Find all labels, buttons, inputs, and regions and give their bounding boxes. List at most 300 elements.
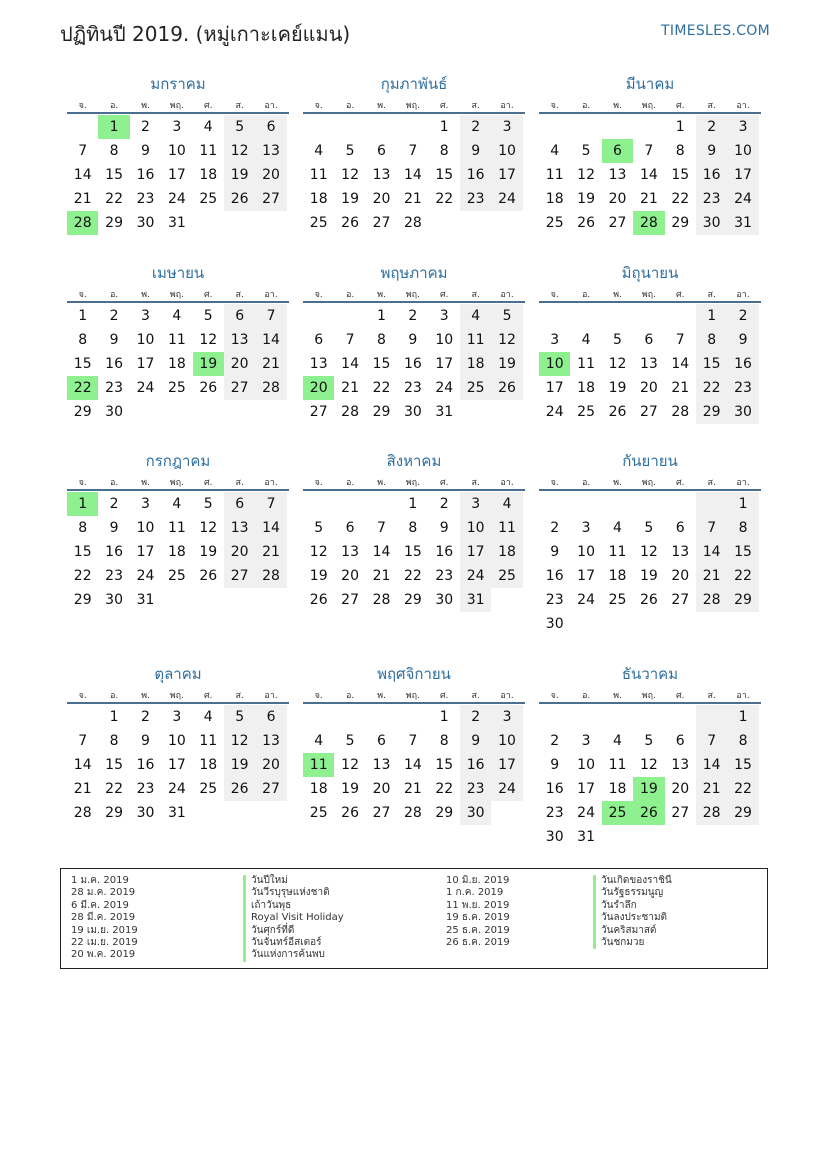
day-cell: 15: [73, 544, 92, 560]
day-cell: 10: [727, 139, 758, 163]
day-cell: 25: [167, 568, 186, 584]
legend-date: 19 เม.ย. 2019: [71, 924, 138, 936]
day-cell: 24: [491, 777, 522, 801]
legend-holiday-name: วันเกิดของราชินี: [593, 875, 672, 887]
weekday-label: พ.: [377, 691, 386, 701]
day-cell: 22: [435, 781, 454, 797]
day-cell: 2: [109, 308, 119, 324]
day-cell: 3: [581, 733, 591, 749]
empty-cell: [696, 705, 727, 729]
day-cell: 18: [577, 380, 595, 396]
weekday-label: อา.: [500, 691, 514, 701]
day-cell: 17: [577, 568, 595, 584]
day-cell: 8: [439, 143, 449, 159]
day-cell: 8: [109, 733, 119, 749]
legend-date: 28 มี.ค. 2019: [71, 912, 136, 924]
weekday-label: อา.: [264, 478, 278, 488]
day-cell: 11: [199, 143, 218, 159]
day-cell: 10: [136, 332, 155, 348]
month-block: [303, 261, 525, 424]
month-title: ตุลาคม: [154, 665, 202, 683]
empty-cell: [696, 825, 727, 849]
day-cell: 16: [545, 568, 564, 584]
day-cell: 12: [491, 328, 522, 352]
day-cell: 27: [608, 215, 627, 231]
day-cell: 10: [577, 757, 595, 773]
day-cell: 26: [491, 376, 522, 400]
day-cell: 15: [105, 757, 123, 773]
day-cell: 2: [696, 115, 727, 139]
day-cell: 6: [377, 733, 386, 749]
empty-cell: [696, 612, 727, 636]
weekday-label: พ.: [613, 691, 622, 701]
day-cell: 17: [435, 356, 454, 372]
holiday-day-cell: 1: [67, 492, 98, 516]
day-cell: 8: [78, 520, 88, 536]
day-cell: 31: [727, 211, 758, 235]
page-title: ปฏิทินปี 2019. (หมู่เกาะเคย์แมน): [60, 22, 351, 46]
weekday-label: จ.: [314, 478, 323, 488]
day-cell: 2: [439, 496, 449, 512]
weekday-label: จ.: [550, 290, 559, 300]
day-cell: 5: [581, 143, 591, 159]
day-cell: 7: [408, 143, 418, 159]
legend-holiday-name: วันรัฐธรรมนูญ: [593, 887, 672, 899]
day-cell: 15: [727, 753, 758, 777]
day-cell: 26: [341, 805, 359, 821]
day-cell: 17: [491, 163, 522, 187]
day-cell: 23: [435, 568, 454, 584]
day-cell: 17: [727, 163, 758, 187]
day-cell: 1: [675, 119, 685, 135]
day-cell: 17: [491, 753, 522, 777]
month-block: [67, 72, 289, 235]
day-cell: 15: [435, 167, 454, 183]
day-cell: 18: [167, 544, 186, 560]
day-cell: 25: [545, 215, 564, 231]
weekday-label: พฤ.: [169, 691, 184, 701]
day-cell: 12: [639, 757, 658, 773]
day-cell: 22: [671, 191, 690, 207]
day-cell: 15: [435, 757, 454, 773]
day-cell: 1: [439, 709, 449, 725]
day-cell: 11: [491, 516, 522, 540]
empty-cell: [334, 115, 365, 139]
day-cell: 21: [255, 352, 286, 376]
weekday-label: อ.: [345, 101, 355, 111]
day-cell: 13: [671, 757, 690, 773]
legend-date: 28 ม.ค. 2019: [71, 887, 136, 899]
day-cell: 8: [675, 143, 685, 159]
day-cell: 3: [141, 496, 150, 512]
day-grid: [303, 304, 525, 424]
day-cell: 16: [136, 167, 155, 183]
day-cell: 26: [608, 404, 627, 420]
empty-cell: [727, 825, 758, 849]
day-cell: 7: [696, 729, 727, 753]
day-cell: 24: [577, 592, 595, 608]
empty-cell: [193, 801, 224, 825]
day-grid: [303, 115, 525, 235]
empty-cell: [665, 705, 696, 729]
day-cell: 7: [377, 520, 386, 536]
day-cell: 25: [460, 376, 491, 400]
day-cell: 3: [491, 115, 522, 139]
weekday-label: อ.: [109, 101, 119, 111]
day-cell: 14: [671, 356, 690, 372]
weekday-label: พ.: [613, 290, 622, 300]
empty-cell: [539, 705, 570, 729]
day-cell: 7: [255, 492, 286, 516]
day-cell: 29: [73, 592, 92, 608]
day-cell: 19: [341, 781, 359, 797]
day-cell: 16: [460, 753, 491, 777]
weekday-label: อา.: [500, 290, 514, 300]
empty-cell: [255, 588, 286, 612]
empty-cell: [602, 304, 633, 328]
empty-cell: [665, 492, 696, 516]
day-cell: 22: [727, 564, 758, 588]
empty-cell: [491, 801, 522, 825]
day-cell: 4: [203, 709, 213, 725]
day-cell: 22: [105, 191, 123, 207]
day-cell: 12: [199, 332, 218, 348]
weekday-label: อ.: [345, 478, 355, 488]
day-cell: 8: [727, 729, 758, 753]
day-cell: 11: [167, 520, 186, 536]
empty-cell: [602, 705, 633, 729]
day-cell: 14: [73, 757, 92, 773]
weekday-header: [303, 475, 525, 491]
day-cell: 28: [696, 588, 727, 612]
empty-cell: [602, 612, 633, 636]
day-cell: 3: [439, 308, 449, 324]
weekday-label: ศ.: [675, 478, 685, 488]
day-cell: 23: [727, 376, 758, 400]
empty-cell: [193, 588, 224, 612]
day-cell: 29: [727, 588, 758, 612]
holiday-day-cell: 11: [303, 753, 334, 777]
day-cell: 26: [199, 380, 218, 396]
empty-cell: [161, 588, 192, 612]
day-cell: 7: [78, 143, 88, 159]
day-cell: 3: [460, 492, 491, 516]
empty-cell: [570, 492, 601, 516]
month-title: กันยายน: [622, 452, 678, 470]
weekday-label: พ.: [141, 691, 150, 701]
weekday-label: ส.: [235, 478, 244, 488]
day-cell: 4: [172, 308, 182, 324]
day-cell: 18: [460, 352, 491, 376]
day-cell: 22: [727, 777, 758, 801]
empty-cell: [539, 304, 570, 328]
empty-cell: [224, 588, 255, 612]
day-cell: 10: [577, 544, 595, 560]
day-cell: 18: [309, 781, 328, 797]
weekday-label: พ.: [377, 101, 386, 111]
weekday-label: ศ.: [675, 290, 685, 300]
day-cell: 8: [439, 733, 449, 749]
weekday-label: พ.: [141, 290, 150, 300]
day-cell: 28: [255, 376, 286, 400]
weekday-label: อ.: [109, 478, 119, 488]
day-cell: 20: [372, 781, 391, 797]
day-cell: 21: [671, 380, 690, 396]
weekday-label: ศ.: [675, 691, 685, 701]
day-cell: 24: [460, 564, 491, 588]
weekday-label: จ.: [78, 691, 87, 701]
legend-dates-left: [71, 875, 138, 962]
day-cell: 20: [608, 191, 627, 207]
weekday-label: อ.: [581, 101, 591, 111]
day-cell: 27: [671, 805, 690, 821]
weekday-label: ส.: [471, 290, 480, 300]
day-cell: 19: [608, 380, 627, 396]
weekday-header: [539, 287, 761, 303]
day-cell: 23: [545, 805, 564, 821]
month-block: [303, 662, 525, 825]
day-cell: 25: [608, 592, 627, 608]
empty-cell: [633, 304, 664, 328]
empty-cell: [224, 801, 255, 825]
day-grid: [67, 115, 289, 235]
day-cell: 16: [136, 757, 155, 773]
day-cell: 19: [199, 544, 218, 560]
weekday-label: ศ.: [203, 691, 213, 701]
day-cell: 17: [136, 356, 155, 372]
month-block: [539, 662, 761, 849]
day-cell: 5: [203, 308, 213, 324]
day-cell: 13: [671, 544, 690, 560]
weekday-label: พ.: [141, 101, 150, 111]
day-grid: [539, 115, 761, 235]
empty-cell: [570, 612, 601, 636]
day-cell: 8: [78, 332, 88, 348]
day-cell: 15: [696, 352, 727, 376]
day-cell: 26: [639, 592, 658, 608]
weekday-label: พฤ.: [641, 290, 656, 300]
day-cell: 9: [696, 139, 727, 163]
day-cell: 9: [141, 733, 150, 749]
weekday-label: อ.: [345, 290, 355, 300]
weekday-label: พฤ.: [405, 478, 420, 488]
day-cell: 28: [341, 404, 359, 420]
legend-holiday-name: วันจันทร์อีสเตอร์: [243, 937, 344, 949]
day-cell: 20: [341, 568, 359, 584]
day-cell: 17: [167, 757, 186, 773]
weekday-label: ศ.: [203, 290, 213, 300]
day-cell: 3: [172, 709, 182, 725]
day-cell: 20: [671, 781, 690, 797]
day-cell: 29: [727, 801, 758, 825]
legend-date: 1 ม.ค. 2019: [71, 875, 129, 886]
day-cell: 22: [435, 191, 454, 207]
empty-cell: [602, 492, 633, 516]
day-cell: 15: [727, 540, 758, 564]
day-cell: 24: [577, 805, 595, 821]
legend-names-right: [593, 875, 672, 949]
day-cell: 24: [491, 187, 522, 211]
empty-cell: [334, 304, 365, 328]
day-cell: 20: [255, 753, 286, 777]
holiday-legend: [60, 868, 768, 969]
day-cell: 29: [105, 805, 123, 821]
day-cell: 14: [255, 328, 286, 352]
day-cell: 5: [345, 733, 355, 749]
day-cell: 6: [255, 705, 286, 729]
day-cell: 7: [408, 733, 418, 749]
empty-cell: [460, 211, 491, 235]
weekday-label: อา.: [264, 290, 278, 300]
empty-cell: [633, 825, 664, 849]
day-cell: 15: [403, 544, 422, 560]
day-cell: 2: [460, 705, 491, 729]
day-cell: 29: [671, 215, 690, 231]
day-cell: 9: [408, 332, 418, 348]
day-grid: [67, 304, 289, 424]
legend-date: 26 ธ.ค. 2019: [446, 937, 510, 949]
day-cell: 22: [696, 376, 727, 400]
month-title: พฤศจิกายน: [377, 665, 451, 683]
day-cell: 25: [309, 805, 328, 821]
weekday-label: พฤ.: [641, 691, 656, 701]
day-cell: 16: [435, 544, 454, 560]
day-cell: 15: [372, 356, 391, 372]
day-cell: 17: [136, 544, 155, 560]
day-grid: [303, 705, 525, 825]
day-cell: 13: [255, 729, 286, 753]
weekday-label: พฤ.: [405, 290, 420, 300]
weekday-label: พฤ.: [169, 101, 184, 111]
month-title: พฤษภาคม: [380, 264, 448, 282]
weekday-label: จ.: [314, 290, 323, 300]
weekday-label: ส.: [235, 290, 244, 300]
day-cell: 10: [460, 516, 491, 540]
day-cell: 2: [141, 709, 150, 725]
day-grid: [67, 705, 289, 825]
day-cell: 11: [199, 733, 218, 749]
weekday-label: พฤ.: [641, 101, 656, 111]
weekday-label: พฤ.: [169, 478, 184, 488]
day-cell: 3: [491, 705, 522, 729]
weekday-label: จ.: [550, 691, 559, 701]
day-cell: 18: [608, 568, 627, 584]
day-cell: 30: [727, 400, 758, 424]
day-cell: 18: [167, 356, 186, 372]
legend-holiday-name: วันคริสมาสต์: [593, 925, 672, 937]
weekday-label: ศ.: [439, 691, 449, 701]
day-cell: 2: [727, 304, 758, 328]
day-cell: 1: [78, 308, 88, 324]
day-cell: 13: [639, 356, 658, 372]
month-block: [539, 72, 761, 235]
day-cell: 7: [255, 304, 286, 328]
weekday-header: [539, 688, 761, 704]
day-cell: 1: [696, 304, 727, 328]
legend-dates-right: [446, 875, 510, 949]
day-cell: 16: [403, 356, 422, 372]
holiday-day-cell: 26: [633, 801, 664, 825]
day-cell: 8: [377, 332, 386, 348]
empty-cell: [696, 492, 727, 516]
day-cell: 6: [675, 733, 685, 749]
day-cell: 2: [408, 308, 418, 324]
legend-date: 19 ธ.ค. 2019: [446, 912, 510, 924]
empty-cell: [602, 115, 633, 139]
weekday-label: อา.: [736, 478, 750, 488]
day-cell: 9: [550, 757, 560, 773]
day-cell: 23: [696, 187, 727, 211]
weekday-label: อ.: [581, 478, 591, 488]
empty-cell: [67, 705, 98, 729]
page-header: [60, 18, 770, 48]
weekday-label: อา.: [264, 691, 278, 701]
day-cell: 18: [545, 191, 564, 207]
day-cell: 23: [545, 592, 564, 608]
day-cell: 7: [675, 332, 685, 348]
day-cell: 13: [608, 167, 627, 183]
legend-date: 25 ธ.ค. 2019: [446, 924, 510, 936]
empty-cell: [193, 211, 224, 235]
empty-cell: [491, 400, 522, 424]
day-cell: 15: [73, 356, 92, 372]
day-cell: 30: [545, 829, 564, 845]
day-cell: 5: [314, 520, 324, 536]
day-cell: 21: [696, 564, 727, 588]
day-cell: 31: [435, 404, 454, 420]
day-cell: 11: [577, 356, 595, 372]
day-cell: 18: [309, 191, 328, 207]
weekday-header: [303, 287, 525, 303]
weekday-label: อา.: [736, 691, 750, 701]
weekday-label: ส.: [707, 101, 716, 111]
legend-holiday-name: Royal Visit Holiday: [243, 912, 344, 924]
weekday-label: อ.: [345, 691, 355, 701]
empty-cell: [193, 400, 224, 424]
month-block: [67, 449, 289, 612]
legend-holiday-name: วันศุกร์ที่ดี: [243, 925, 344, 937]
weekday-header: [67, 98, 289, 114]
day-cell: 10: [136, 520, 155, 536]
day-cell: 5: [491, 304, 522, 328]
day-cell: 14: [341, 356, 359, 372]
day-cell: 19: [577, 191, 595, 207]
day-cell: 18: [199, 757, 218, 773]
day-cell: 9: [727, 328, 758, 352]
day-cell: 21: [639, 191, 658, 207]
day-cell: 12: [639, 544, 658, 560]
day-cell: 27: [671, 592, 690, 608]
day-cell: 30: [696, 211, 727, 235]
day-cell: 24: [167, 191, 186, 207]
weekday-header: [303, 688, 525, 704]
weekday-label: ส.: [471, 101, 480, 111]
empty-cell: [255, 400, 286, 424]
day-grid: [539, 492, 761, 636]
day-cell: 4: [581, 332, 591, 348]
day-cell: 22: [105, 781, 123, 797]
day-cell: 22: [372, 380, 391, 396]
day-cell: 3: [141, 308, 150, 324]
day-cell: 24: [435, 380, 454, 396]
day-cell: 12: [341, 167, 359, 183]
legend-holiday-name: วันแห่งการค้นพบ: [243, 949, 344, 961]
day-cell: 29: [372, 404, 391, 420]
day-cell: 9: [550, 544, 560, 560]
brand-link[interactable]: TIMESLES.COM: [661, 23, 770, 39]
day-cell: 1: [109, 709, 119, 725]
day-cell: 2: [141, 119, 150, 135]
